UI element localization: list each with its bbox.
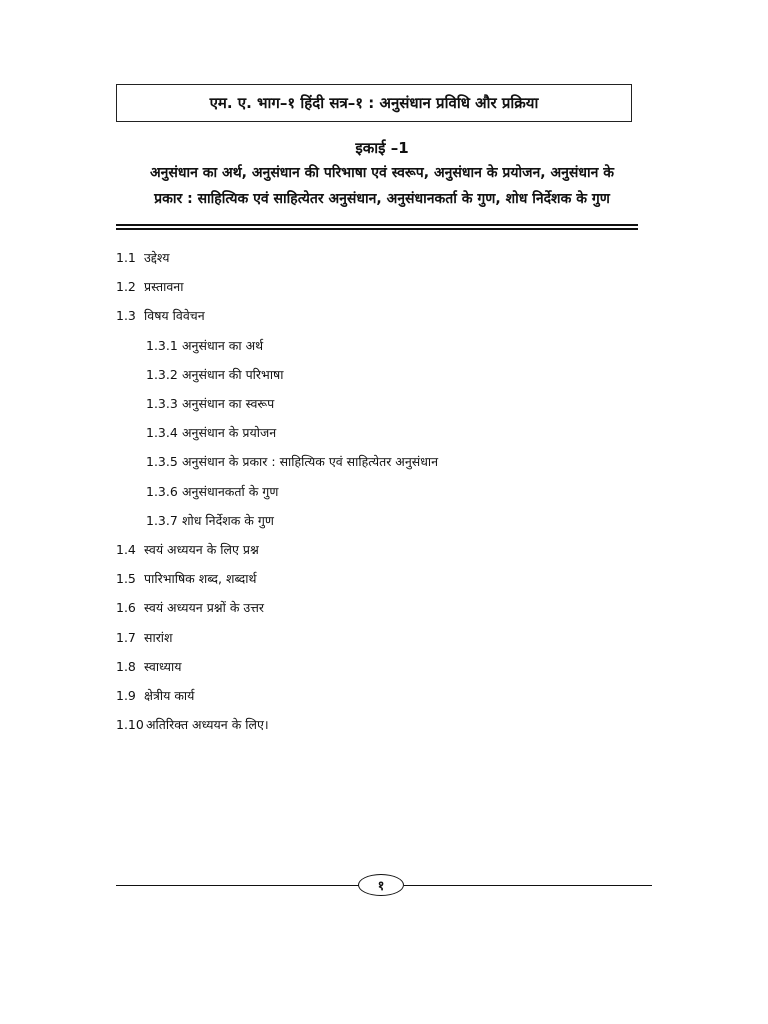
toc-item-text: अतिरिक्त अध्ययन के लिए।: [146, 717, 269, 733]
toc-item-number: 1.6: [116, 600, 136, 616]
footer-rule-left: [116, 885, 360, 886]
course-title-box: [116, 84, 632, 122]
toc-item-number: 1.10: [116, 717, 144, 733]
toc-item-number: 1.8: [116, 658, 136, 674]
toc-item-text: विषय विवेचन: [144, 308, 205, 324]
toc-subitem: [116, 389, 656, 418]
footer-rule-right: [404, 885, 652, 886]
page-number-badge: [358, 874, 404, 896]
header-divider: [116, 224, 638, 230]
toc-item: [116, 535, 656, 564]
toc-item-text: शोध निर्देशक के गुण: [182, 512, 274, 528]
toc-item: [116, 710, 656, 739]
toc-item: [116, 301, 656, 330]
toc-item: [116, 681, 656, 710]
unit-subtitle-line-1: अनुसंधान का अर्थ, अनुसंधान की परिभाषा एवं स्वरूप, अनुसंधान के प्रयोजन, अनुसंधान के: [149, 165, 615, 181]
toc-item-number: 1.3.6: [146, 483, 178, 499]
toc-item-number: 1.3.4: [146, 425, 178, 441]
toc-item-text: स्वयं अध्ययन के लिए प्रश्न: [144, 541, 259, 557]
toc-item-text: क्षेत्रीय कार्य: [144, 687, 195, 703]
toc-item-number: 1.3.1: [146, 337, 178, 353]
toc-item-text: स्वाध्याय: [144, 658, 182, 674]
toc-item-text: पारिभाषिक शब्द, शब्दार्थ: [144, 571, 257, 587]
toc-item-number: 1.3.2: [146, 366, 178, 382]
toc-item: [116, 272, 656, 301]
toc-item-text: उद्देश्य: [144, 250, 170, 266]
toc-item-text: अनुसंधान की परिभाषा: [182, 366, 284, 382]
toc-item: [116, 622, 656, 651]
unit-subtitle-line-2: प्रकार : साहित्यिक एवं साहित्येतर अनुसंधान, अनुसंधानकर्ता के गुण, शोध निर्देशक के गुण: [154, 191, 610, 207]
toc-item-number: 1.3: [116, 308, 136, 324]
toc-item-text: अनुसंधान के प्रकार : साहित्यिक एवं साहित्येतर अनुसंधान: [182, 454, 439, 470]
toc-item-text: प्रस्तावना: [144, 279, 184, 295]
toc-item-text: अनुसंधानकर्ता के गुण: [182, 483, 279, 499]
toc-item-text: अनुसंधान का अर्थ: [182, 337, 264, 353]
toc-item-text: अनुसंधान के प्रयोजन: [182, 425, 277, 441]
toc-subitem: [116, 331, 656, 360]
toc-subitem: [116, 418, 656, 447]
toc-subitem: [116, 506, 656, 535]
table-of-contents: [116, 243, 656, 739]
toc-item: [116, 652, 656, 681]
toc-item-number: 1.9: [116, 687, 136, 703]
unit-subtitle: [110, 160, 654, 212]
toc-item: [116, 564, 656, 593]
toc-item-text: अनुसंधान का स्वरूप: [182, 396, 275, 412]
course-title: एम. ए. भाग–१ हिंदी सत्र–१ : अनुसंधान प्रविधि और प्रक्रिया: [209, 94, 539, 112]
toc-item: [116, 243, 656, 272]
toc-item-number: 1.1: [116, 250, 136, 266]
toc-subitem: [116, 360, 656, 389]
toc-subitem: [116, 447, 656, 476]
page-number: १: [377, 879, 385, 894]
toc-item-number: 1.3.5: [146, 454, 178, 470]
toc-item-number: 1.7: [116, 629, 136, 645]
toc-item-text: स्वयं अध्ययन प्रश्नों के उत्तर: [144, 600, 265, 616]
toc-item: [116, 593, 656, 622]
toc-item-number: 1.3.7: [146, 512, 178, 528]
toc-item-number: 1.2: [116, 279, 136, 295]
toc-subitem: [116, 477, 656, 506]
toc-item-number: 1.3.3: [146, 396, 178, 412]
toc-item-number: 1.5: [116, 571, 136, 587]
toc-item-text: सारांश: [144, 629, 173, 645]
unit-label: इकाई –1: [355, 139, 409, 157]
toc-item-number: 1.4: [116, 541, 136, 557]
